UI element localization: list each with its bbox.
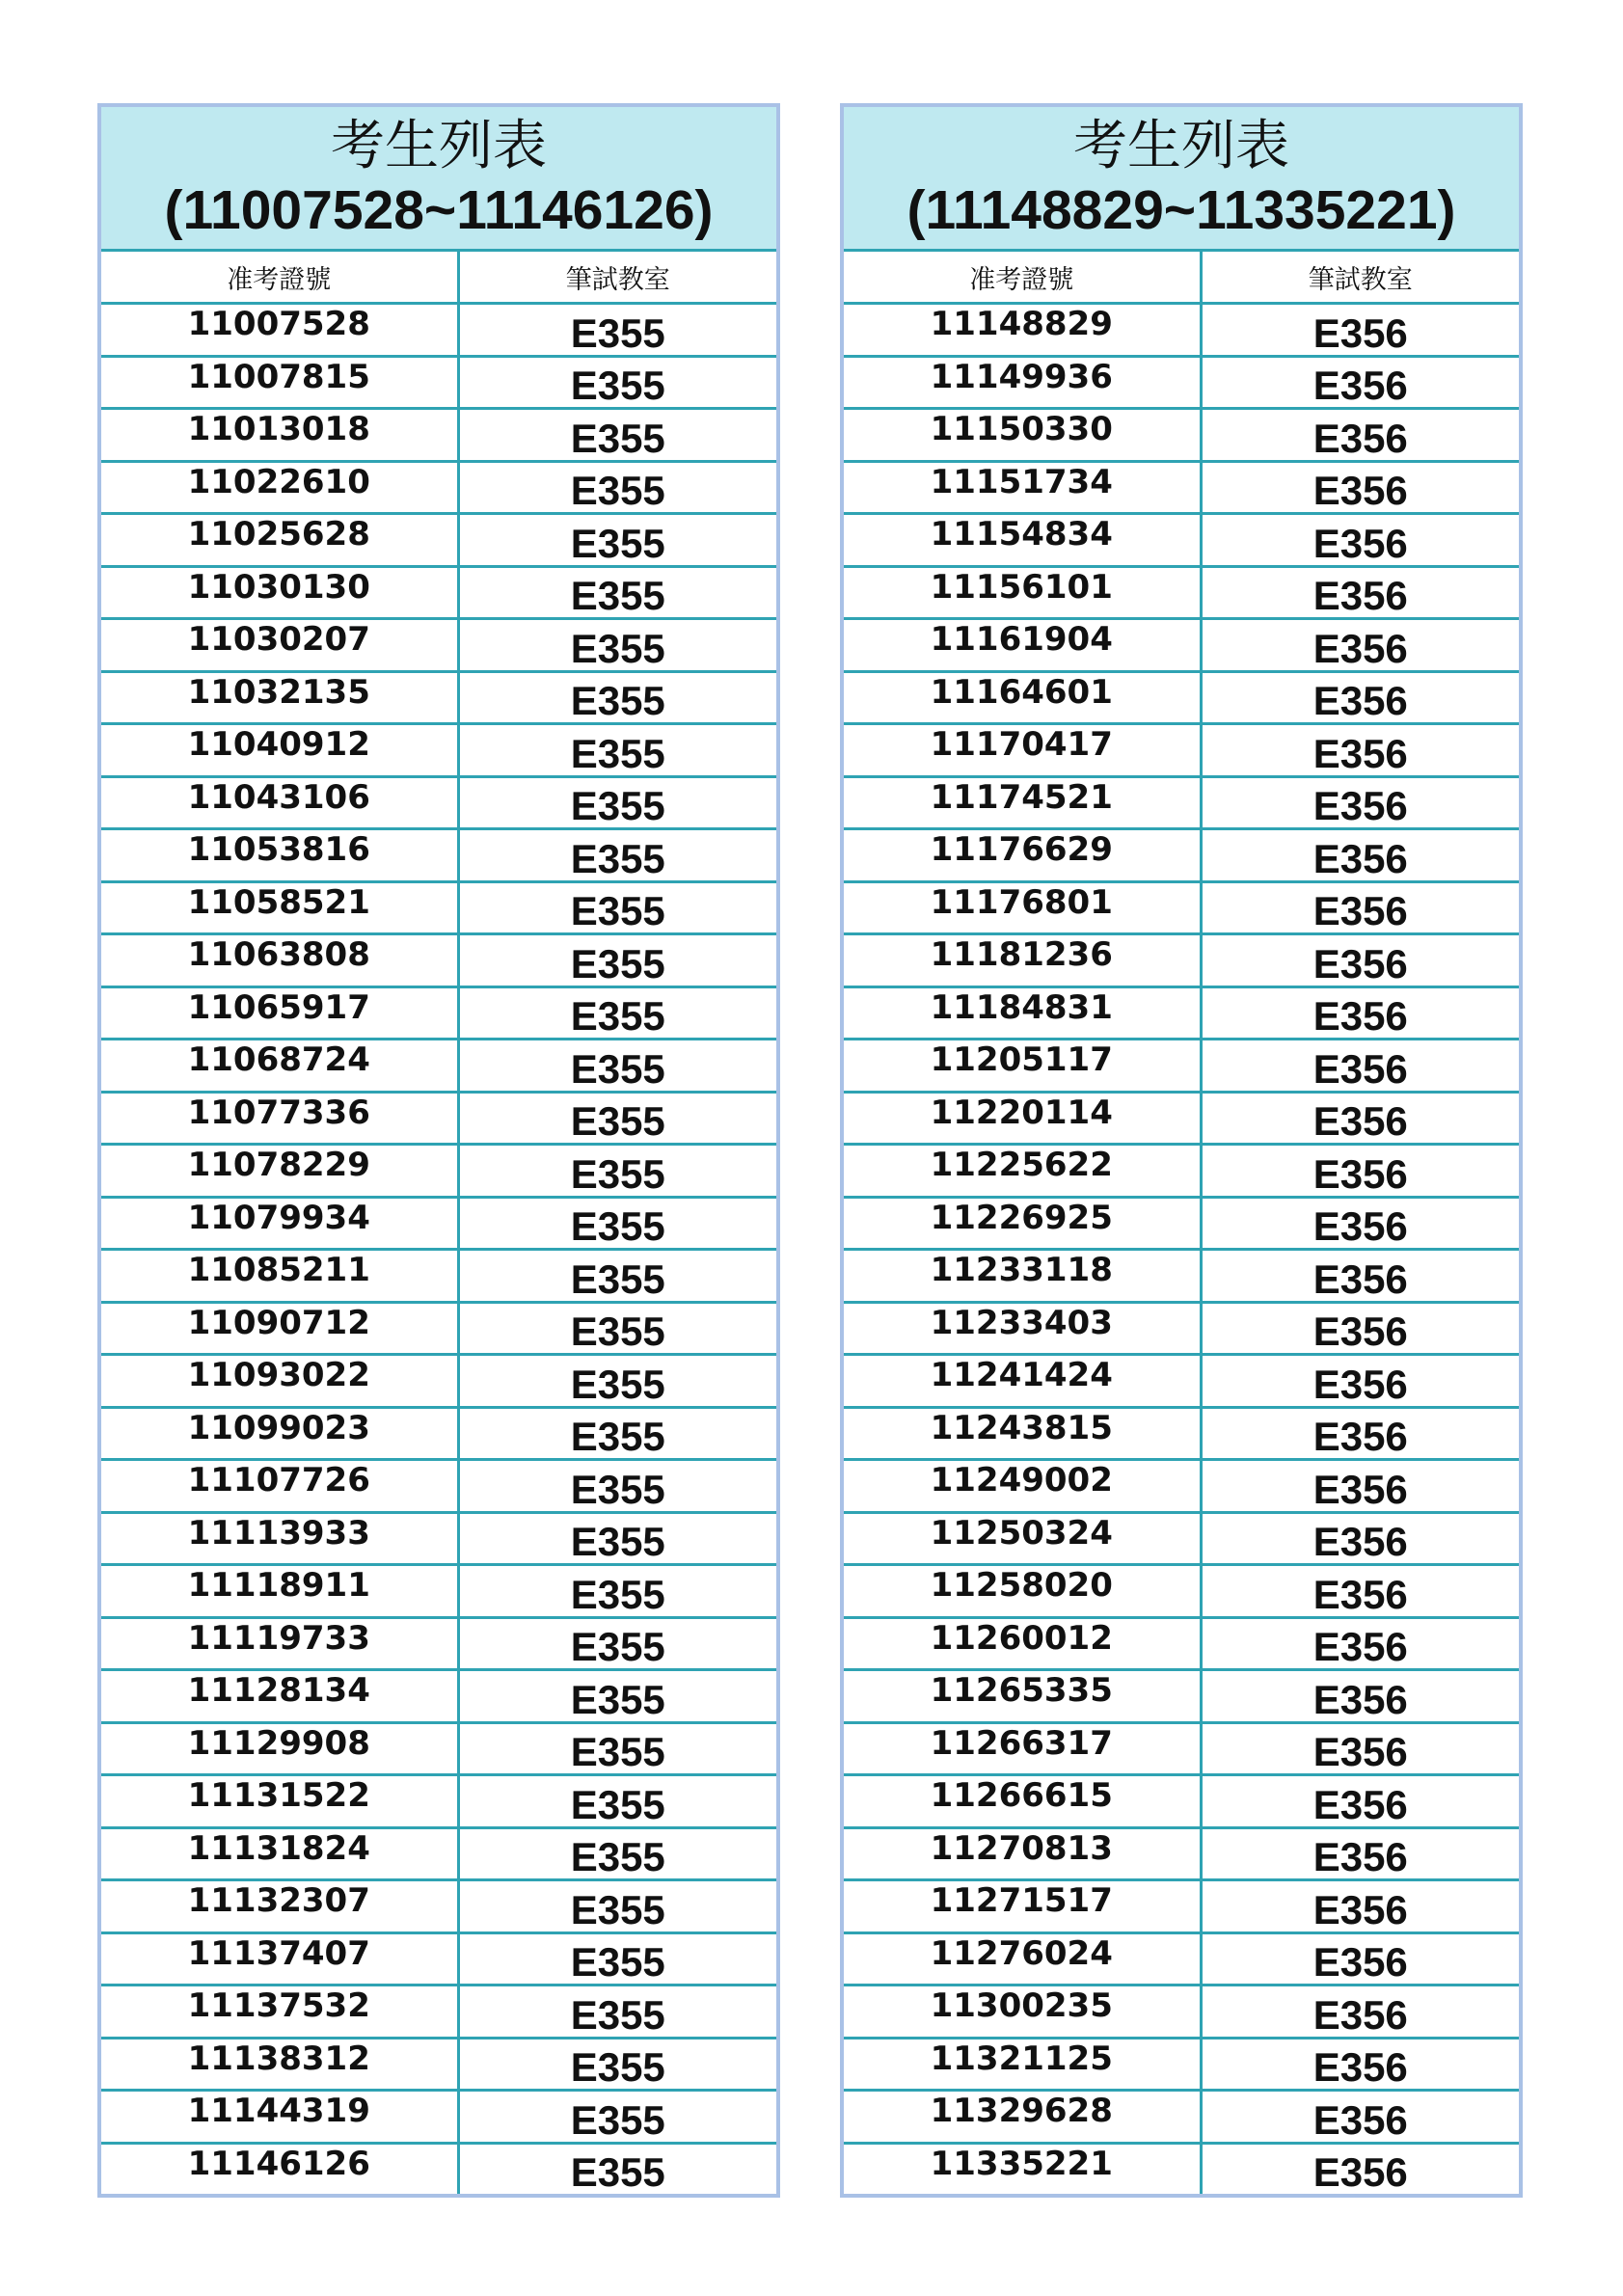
classroom-cell: E355 <box>458 409 776 462</box>
table-header-left <box>101 107 776 252</box>
classroom-cell: E356 <box>1201 1250 1519 1303</box>
exam-id-cell: 11078229 <box>101 1145 458 1198</box>
table-row <box>101 1197 776 1250</box>
exam-id-cell: 11132307 <box>101 1880 458 1933</box>
table-row <box>844 1145 1519 1198</box>
exam-id-cell: 11258020 <box>844 1565 1201 1618</box>
classroom-cell: E356 <box>1201 1775 1519 1828</box>
table-row <box>101 1985 776 2039</box>
table-row <box>844 724 1519 777</box>
classroom-cell: E356 <box>1201 461 1519 514</box>
table-row <box>101 1460 776 1513</box>
column-header-row <box>101 252 776 304</box>
exam-id-cell: 11176801 <box>844 881 1201 934</box>
column-header-exam-id: 准考證號 <box>101 252 458 304</box>
exam-id-cell: 11266317 <box>844 1722 1201 1775</box>
table-row <box>844 514 1519 567</box>
classroom-cell: E356 <box>1201 2038 1519 2091</box>
exam-id-cell: 11181236 <box>844 934 1201 987</box>
table-row <box>844 881 1519 934</box>
exam-id-cell: 11174521 <box>844 776 1201 829</box>
classroom-cell: E356 <box>1201 934 1519 987</box>
exam-id-cell: 11300235 <box>844 1985 1201 2039</box>
table-row <box>101 1670 776 1723</box>
exam-id-cell: 11065917 <box>101 986 458 1040</box>
classroom-cell: E355 <box>458 881 776 934</box>
exam-id-cell: 11030207 <box>101 619 458 672</box>
exam-id-cell: 11025628 <box>101 514 458 567</box>
classroom-cell: E356 <box>1201 514 1519 567</box>
exam-id-cell: 11131522 <box>101 1775 458 1828</box>
classroom-cell: E355 <box>458 1775 776 1828</box>
exam-id-cell: 11093022 <box>101 1355 458 1408</box>
candidate-table-left <box>97 103 780 2198</box>
exam-id-cell: 11032135 <box>101 671 458 724</box>
classroom-cell: E355 <box>458 1407 776 1460</box>
classroom-cell: E355 <box>458 566 776 619</box>
classroom-cell: E356 <box>1201 986 1519 1040</box>
classroom-cell: E355 <box>458 829 776 882</box>
table-row <box>844 1197 1519 1250</box>
classroom-cell: E355 <box>458 1355 776 1408</box>
exam-id-cell: 11335221 <box>930 2144 1113 2183</box>
classroom-cell: E355 <box>458 724 776 777</box>
classroom-cell: E355 <box>458 1460 776 1513</box>
classroom-cell: E355 <box>458 1880 776 1933</box>
classroom-cell: E355 <box>458 1932 776 1985</box>
classroom-cell: E355 <box>458 514 776 567</box>
classroom-cell: E356 <box>1201 1985 1519 2039</box>
exam-id-cell: 11013018 <box>101 409 458 462</box>
exam-id-cell: 11233403 <box>844 1302 1201 1355</box>
table-row <box>101 1145 776 1198</box>
table-row <box>844 1565 1519 1618</box>
classroom-cell: E356 <box>1201 356 1519 409</box>
exam-id-cell: 11265335 <box>844 1670 1201 1723</box>
table-row <box>844 829 1519 882</box>
exam-id-cell: 11079934 <box>101 1197 458 1250</box>
classroom-cell: E356 <box>1201 566 1519 619</box>
classroom-cell: E356 <box>1201 1827 1519 1880</box>
table-row <box>844 461 1519 514</box>
table-row <box>844 934 1519 987</box>
table-range: (11148829~11335221) <box>906 178 1456 241</box>
classroom-cell: E355 <box>458 671 776 724</box>
exam-id-cell: 11030130 <box>101 566 458 619</box>
table-title: 考生列表 <box>331 114 547 177</box>
table-row <box>101 934 776 987</box>
table-row <box>101 1617 776 1670</box>
classroom-cell: E356 <box>1201 881 1519 934</box>
table-row <box>844 1040 1519 1093</box>
classroom-cell: E356 <box>1201 1617 1519 1670</box>
classroom-cell: E356 <box>1201 1932 1519 1985</box>
classroom-cell: E355 <box>458 1302 776 1355</box>
candidate-rows <box>844 304 1519 2195</box>
exam-id-cell: 11138312 <box>101 2038 458 2091</box>
column-header-classroom: 筆試教室 <box>1201 252 1519 304</box>
table-row <box>101 1092 776 1145</box>
exam-id-cell: 11243815 <box>844 1407 1201 1460</box>
exam-id-cell: 11220114 <box>844 1092 1201 1145</box>
table-row <box>844 776 1519 829</box>
table-row <box>844 986 1519 1040</box>
table-row <box>101 1355 776 1408</box>
table-row <box>101 1880 776 1933</box>
classroom-cell: E355 <box>458 1722 776 1775</box>
table-range: (11007528~11146126) <box>164 178 714 241</box>
classroom-cell: E355 <box>458 934 776 987</box>
exam-id-cell: 11321125 <box>844 2038 1201 2091</box>
table-row <box>101 671 776 724</box>
classroom-cell: E355 <box>458 1512 776 1565</box>
exam-id-cell: 11276024 <box>844 1932 1201 1985</box>
table-row <box>844 1775 1519 1828</box>
exam-id-cell: 11085211 <box>101 1250 458 1303</box>
exam-id-cell: 11149936 <box>844 356 1201 409</box>
exam-id-cell: 11118911 <box>101 1565 458 1618</box>
exam-id-cell: 11156101 <box>844 566 1201 619</box>
exam-id-cell: 11053816 <box>101 829 458 882</box>
exam-id-cell: 11225622 <box>844 1145 1201 1198</box>
table-row <box>101 356 776 409</box>
exam-id-cell: 11148829 <box>844 304 1201 357</box>
classroom-cell: E356 <box>1201 1145 1519 1198</box>
classroom-cell: E355 <box>458 1145 776 1198</box>
classroom-cell: E355 <box>458 1197 776 1250</box>
candidate-list <box>844 252 1519 2194</box>
table-row <box>101 514 776 567</box>
table-row <box>101 461 776 514</box>
table-row <box>844 1512 1519 1565</box>
exam-id-cell: 11250324 <box>844 1512 1201 1565</box>
table-row <box>101 304 776 357</box>
classroom-cell: E355 <box>458 776 776 829</box>
exam-id-cell: 11329628 <box>844 2091 1201 2144</box>
classroom-cell: E356 <box>1201 1092 1519 1145</box>
table-row <box>844 2038 1519 2091</box>
table-row <box>101 881 776 934</box>
classroom-cell: E356 <box>1201 1040 1519 1093</box>
exam-id-cell: 11249002 <box>844 1460 1201 1513</box>
table-row <box>844 1460 1519 1513</box>
table-row <box>101 1250 776 1303</box>
classroom-cell: E355 <box>458 986 776 1040</box>
classroom-cell: E356 <box>1201 724 1519 777</box>
table-row <box>101 409 776 462</box>
exam-id-cell: 11270813 <box>844 1827 1201 1880</box>
table-row <box>101 1775 776 1828</box>
table-row <box>844 1880 1519 1933</box>
classroom-cell: E355 <box>458 619 776 672</box>
exam-id-cell: 11043106 <box>101 776 458 829</box>
classroom-cell: E356 <box>1201 1197 1519 1250</box>
exam-id-cell: 11040912 <box>101 724 458 777</box>
classroom-cell: E355 <box>458 1985 776 2039</box>
classroom-cell: E356 <box>1201 1722 1519 1775</box>
exam-id-cell: 11266615 <box>844 1775 1201 1828</box>
classroom-cell: E356 <box>1201 619 1519 672</box>
table-row <box>101 1302 776 1355</box>
table-row <box>101 776 776 829</box>
table-row <box>844 1827 1519 1880</box>
exam-id-cell: 11007815 <box>101 356 458 409</box>
exam-id-cell: 11170417 <box>844 724 1201 777</box>
table-row <box>101 2038 776 2091</box>
table-title: 考生列表 <box>1073 114 1289 177</box>
candidate-list <box>101 252 776 2194</box>
exam-id-cell: 11131824 <box>101 1827 458 1880</box>
classroom-cell: E356 <box>1201 1407 1519 1460</box>
classroom-cell: E356 <box>1201 1670 1519 1723</box>
table-row <box>101 566 776 619</box>
classroom-cell: E355 <box>458 1670 776 1723</box>
classroom-cell: E355 <box>458 2143 776 2194</box>
exam-id-cell: 11241424 <box>844 1355 1201 1408</box>
candidate-table-right <box>840 103 1523 2198</box>
table-row <box>101 724 776 777</box>
classroom-cell: E356 <box>1201 1512 1519 1565</box>
classroom-cell: E356 <box>1201 2091 1519 2144</box>
exam-id-cell: 11176629 <box>844 829 1201 882</box>
exam-id-cell: 11068724 <box>101 1040 458 1093</box>
exam-id-cell: 11113933 <box>101 1512 458 1565</box>
exam-id-cell: 11151734 <box>844 461 1201 514</box>
table-row <box>101 829 776 882</box>
table-header-right <box>844 107 1519 252</box>
table-row <box>844 1617 1519 1670</box>
column-header-row <box>844 252 1519 304</box>
table-row <box>101 2143 776 2194</box>
exam-id-cell: 11161904 <box>844 619 1201 672</box>
classroom-cell: E355 <box>458 1565 776 1618</box>
classroom-cell: E356 <box>1201 1355 1519 1408</box>
table-row <box>844 619 1519 672</box>
candidate-rows <box>101 304 776 2195</box>
exam-id-cell: 11107726 <box>101 1460 458 1513</box>
classroom-cell: E355 <box>458 2091 776 2144</box>
column-header-exam-id: 准考證號 <box>844 252 1201 304</box>
classroom-cell: E355 <box>458 356 776 409</box>
exam-id-cell: 11260012 <box>844 1617 1201 1670</box>
table-row <box>844 566 1519 619</box>
classroom-cell: E355 <box>458 461 776 514</box>
classroom-cell: E356 <box>1201 1460 1519 1513</box>
table-row <box>844 356 1519 409</box>
classroom-cell: E356 <box>1201 1880 1519 1933</box>
exam-id-cell: 11226925 <box>844 1197 1201 1250</box>
table-row <box>101 1722 776 1775</box>
exam-id-cell: 11090712 <box>101 1302 458 1355</box>
table-row <box>844 2091 1519 2144</box>
table-row <box>844 304 1519 357</box>
classroom-cell: E355 <box>458 1617 776 1670</box>
exam-id-cell: 11129908 <box>101 1722 458 1775</box>
exam-id-cell: 11099023 <box>101 1407 458 1460</box>
exam-id-cell: 11154834 <box>844 514 1201 567</box>
exam-id-cell: 11150330 <box>844 409 1201 462</box>
table-row <box>844 2143 1519 2194</box>
table-row <box>101 986 776 1040</box>
exam-id-cell: 11063808 <box>101 934 458 987</box>
exam-id-cell: 11233118 <box>844 1250 1201 1303</box>
classroom-cell: E356 <box>1201 1565 1519 1618</box>
classroom-cell: E356 <box>1201 671 1519 724</box>
exam-id-cell: 11128134 <box>101 1670 458 1723</box>
table-row <box>101 1565 776 1618</box>
table-row <box>844 1302 1519 1355</box>
classroom-cell: E356 <box>1201 409 1519 462</box>
table-row <box>844 1985 1519 2039</box>
table-row <box>101 1512 776 1565</box>
classroom-cell: E356 <box>1201 829 1519 882</box>
classroom-cell: E355 <box>458 1092 776 1145</box>
table-row <box>101 1040 776 1093</box>
table-row <box>844 1250 1519 1303</box>
exam-id-cell: 11205117 <box>844 1040 1201 1093</box>
exam-id-cell: 11119733 <box>101 1617 458 1670</box>
classroom-cell: E356 <box>1201 304 1519 357</box>
table-row <box>101 2091 776 2144</box>
classroom-cell: E355 <box>458 1040 776 1093</box>
exam-id-cell: 11137407 <box>101 1932 458 1985</box>
exam-id-cell: 11007528 <box>101 304 458 357</box>
classroom-cell: E356 <box>1201 1302 1519 1355</box>
exam-id-cell: 11146126 <box>187 2144 370 2183</box>
exam-id-cell: 11271517 <box>844 1880 1201 1933</box>
classroom-cell: E356 <box>1201 2143 1519 2194</box>
classroom-cell: E355 <box>458 1250 776 1303</box>
exam-id-cell: 11137532 <box>101 1985 458 2039</box>
exam-id-cell: 11164601 <box>844 671 1201 724</box>
exam-id-cell: 11058521 <box>101 881 458 934</box>
exam-id-cell: 11077336 <box>101 1092 458 1145</box>
table-row <box>101 619 776 672</box>
column-header-classroom: 筆試教室 <box>458 252 776 304</box>
table-row <box>844 1355 1519 1408</box>
table-row <box>844 409 1519 462</box>
classroom-cell: E355 <box>458 1827 776 1880</box>
exam-id-cell: 11022610 <box>101 461 458 514</box>
table-row <box>844 1407 1519 1460</box>
classroom-cell: E355 <box>458 2038 776 2091</box>
table-row <box>844 1932 1519 1985</box>
table-row <box>844 1092 1519 1145</box>
classroom-cell: E355 <box>458 304 776 357</box>
exam-id-cell: 11184831 <box>844 986 1201 1040</box>
table-row <box>101 1827 776 1880</box>
table-row <box>101 1407 776 1460</box>
exam-id-cell: 11144319 <box>101 2091 458 2144</box>
table-row <box>844 671 1519 724</box>
classroom-cell: E356 <box>1201 776 1519 829</box>
table-row <box>844 1670 1519 1723</box>
table-row <box>844 1722 1519 1775</box>
table-row <box>101 1932 776 1985</box>
